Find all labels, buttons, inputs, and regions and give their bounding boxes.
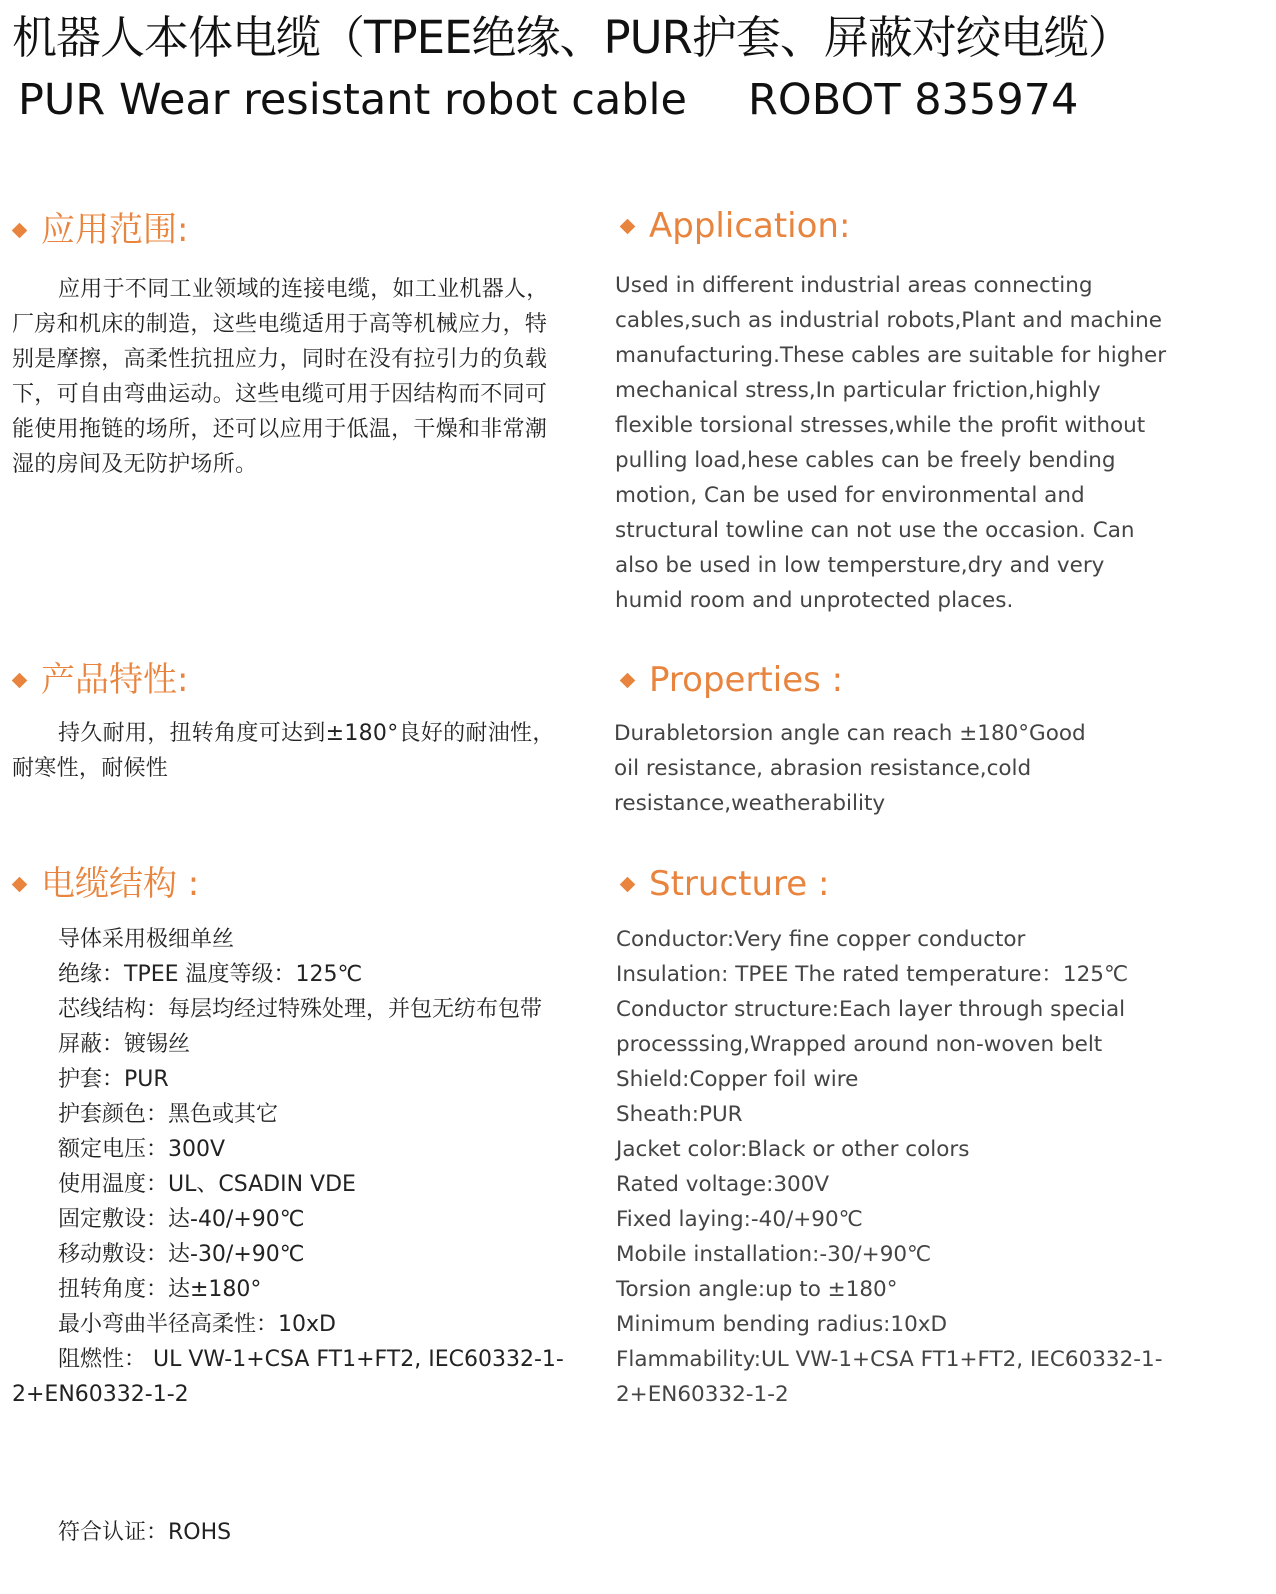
structure-heading-cn-text: 电缆结构 : bbox=[41, 864, 200, 904]
list-item: 屏蔽：镀锡丝 bbox=[58, 1032, 191, 1057]
properties-text-en: Durabletorsion angle can reach ±180°Good oil resistance, abrasion resistance,cold resistance,weatherability bbox=[614, 721, 1086, 816]
structure-heading-cn bbox=[14, 862, 199, 906]
list-item: 使用温度：UL、CSADIN VDE bbox=[58, 1172, 356, 1197]
product-name-en: PUR Wear resistant robot cable bbox=[18, 75, 687, 125]
structure-heading-en-text: Structure : bbox=[649, 864, 830, 904]
structure-list-en bbox=[616, 922, 1216, 1412]
list-item: 护套：PUR bbox=[58, 1067, 169, 1092]
page-title-cn: 机器人本体电缆（TPEE绝缘、PUR护套、屏蔽对绞电缆） bbox=[12, 11, 1132, 64]
list-item: 护套颜色：黑色或其它 bbox=[58, 1102, 279, 1127]
properties-heading-cn-text: 产品特性: bbox=[41, 660, 189, 700]
diamond-bullet-icon bbox=[620, 218, 636, 234]
list-item: Insulation: TPEE The rated temperature：125℃ bbox=[616, 962, 1129, 987]
list-item: Flammability:UL VW-1+CSA FT1+FT2, IEC60332-1-2+EN60332-1-2 bbox=[616, 1347, 1163, 1407]
application-text-cn: 应用于不同工业领域的连接电缆，如工业机器人，厂房和机床的制造，这些电缆适用于高等机械应力，特别是摩擦，高柔性抗扭应力，同时在没有拉引力的负载下，可自由弯曲运动。这些电缆可用于因结构而不同可能使用拖链的场所，还可以应用于低温，干燥和非常潮湿的房间及无防护场所。 bbox=[12, 277, 549, 477]
application-heading-en bbox=[622, 204, 850, 248]
list-item: Fixed laying:-40/+90℃ bbox=[616, 1207, 863, 1232]
list-item: 额定电压：300V bbox=[58, 1137, 226, 1162]
list-item: Conductor structure:Each layer through special processsing,Wrapped around non-woven belt bbox=[616, 997, 1126, 1057]
list-item: 导体采用极细单丝 bbox=[58, 927, 235, 952]
diamond-bullet-icon bbox=[12, 222, 28, 238]
certification-text: 符合认证：ROHS bbox=[58, 1520, 232, 1545]
list-item: 绝缘：TPEE 温度等级：125℃ bbox=[58, 962, 363, 987]
list-item: 阻燃性： UL VW-1+CSA FT1+FT2, IEC60332-1-2+EN60332-1-2 bbox=[12, 1347, 564, 1407]
list-item: 芯线结构：每层均经过特殊处理，并包无纺布包带 bbox=[58, 997, 543, 1022]
diamond-bullet-icon bbox=[12, 672, 28, 688]
list-item: 扭转角度：达±180° bbox=[58, 1277, 262, 1302]
product-model: ROBOT 835974 bbox=[748, 75, 1079, 125]
list-item: Conductor:Very fine copper conductor bbox=[616, 927, 1026, 952]
list-item: 最小弯曲半径高柔性：10xD bbox=[58, 1312, 336, 1337]
list-item: 固定敷设：达-40/+90℃ bbox=[58, 1207, 305, 1232]
list-item: Torsion angle:up to ±180° bbox=[616, 1277, 898, 1302]
list-item: 移动敷设：达-30/+90℃ bbox=[58, 1242, 305, 1267]
list-item: Shield:Copper foil wire bbox=[616, 1067, 859, 1092]
page-title-en bbox=[18, 72, 1079, 128]
structure-heading-en bbox=[622, 862, 829, 906]
list-item: Sheath:PUR bbox=[616, 1102, 743, 1127]
diamond-bullet-icon bbox=[620, 672, 636, 688]
diamond-bullet-icon bbox=[12, 876, 28, 892]
structure-list-cn bbox=[12, 922, 602, 1412]
list-item: Mobile installation:-30/+90℃ bbox=[616, 1242, 932, 1267]
list-item: Rated voltage:300V bbox=[616, 1172, 830, 1197]
application-text-en: Used in different industrial areas connecting cables,such as industrial robots,Plant and machine manufacturing.These cables are suitable for higher mechanical stress,In particular friction,highly flexible torsional stresses,while the profit without pulling load,hese cables can be freely bending motion, Can be used for environmental and structural towline can not use the occasion. Can also be used in low tempersture,dry and very humid room and unprotected places. bbox=[615, 273, 1167, 613]
properties-heading-en bbox=[622, 658, 843, 702]
list-item: Jacket color:Black or other colors bbox=[616, 1137, 970, 1162]
application-heading-cn bbox=[14, 208, 188, 252]
properties-text-cn: 持久耐用，扭转角度可达到±180°良好的耐油性，耐寒性，耐候性 bbox=[12, 721, 555, 781]
properties-heading-cn bbox=[14, 658, 188, 702]
application-heading-cn-text: 应用范围: bbox=[41, 210, 189, 250]
diamond-bullet-icon bbox=[620, 876, 636, 892]
application-heading-en-text: Application: bbox=[649, 206, 851, 246]
list-item: Minimum bending radius:10xD bbox=[616, 1312, 948, 1337]
properties-heading-en-text: Properties : bbox=[649, 660, 844, 700]
